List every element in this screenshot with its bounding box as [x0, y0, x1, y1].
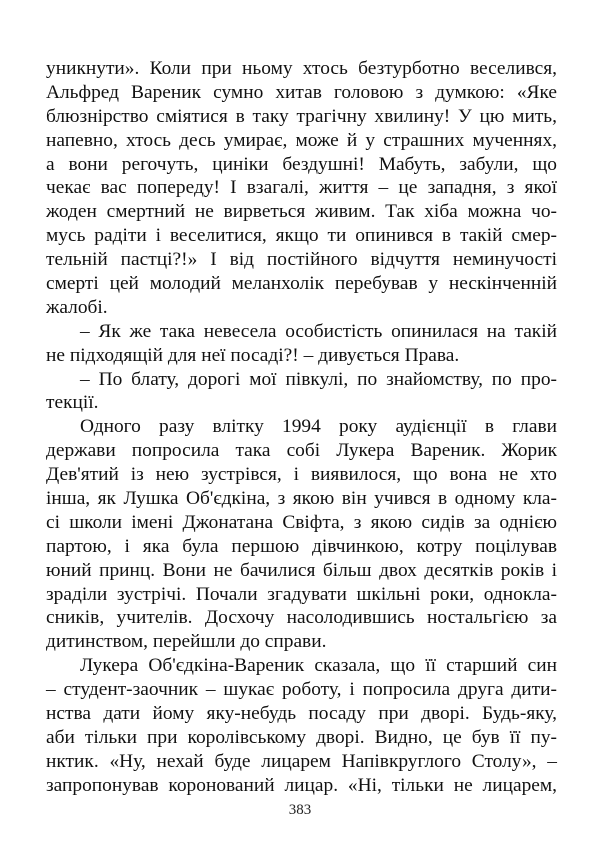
text-line: аби тільки при королівському дворі. Видно, це був її пу-	[46, 726, 557, 748]
text-line: Альфред Вареник сумно хитав головою з думкою: «Яке	[46, 81, 557, 103]
page-body	[46, 57, 557, 798]
text-line: Дев'ятий із нею зустрівся, і виявилося, що вона не хто	[46, 464, 557, 486]
text-line: запропонував коронований лицар. «Ні, тільки не лицарем,	[46, 774, 557, 796]
text-line: держави попросила така собі Лукера Вареник. Жорик	[46, 440, 557, 462]
text-line: не підходящій для неї посаді?! – дивується Права.	[46, 344, 460, 366]
text-line: а вони регочуть, циніки бездушні! Мабуть, забули, що	[46, 153, 557, 175]
text-line: Лукера Об'єдкіна-Вареник сказала, що її старший син	[80, 655, 557, 677]
text-line: уникнути». Коли при ньому хтось безтурботно веселився,	[46, 58, 557, 79]
text-line: зраділи зустрічі. Почали згадувати шкільні роки, однокла-	[46, 583, 557, 605]
text-line: сі школи імені Джонатана Свіфта, з якою сидів за однією	[46, 511, 557, 533]
text-line: дитинством, перейшли до справи.	[46, 631, 327, 653]
text-line: – По блату, дорогі мої півкулі, по знайомству, по про-	[80, 368, 557, 390]
text-line: блюзнірство сміятися в таку трагічну хвилину! У цю мить,	[46, 105, 557, 127]
text-line: – Як же така невесела особистість опинилася на такій	[80, 320, 557, 342]
text-line: текції.	[46, 392, 99, 414]
text-line: нства дати йому яку-небудь посаду при дворі. Будь-яку,	[46, 703, 557, 725]
text-line: партою, і яка була першою дівчинкою, котру поцілував	[46, 535, 557, 557]
text-line: напевно, хтось десь умирає, може й у страшних мученнях,	[46, 129, 557, 151]
text-line: тельній пастці?!» І від постійного відчуття неминучості	[46, 249, 557, 271]
text-line: інша, як Лушка Об'єдкіна, з якою він учився в одному кла-	[46, 488, 557, 510]
text-line: жоден смертний не вирветься живим. Так хіба можна чо-	[46, 201, 557, 223]
text-line: нктик. «Ну, нехай буде лицарем Напівкруглого Столу», –	[46, 750, 557, 772]
text-line: Одного разу влітку 1994 року аудієнції в глави	[80, 416, 557, 438]
text-line: жалобі.	[46, 296, 108, 318]
text-line: мусь радіти і веселитися, якщо ти опинився в такій смер-	[46, 225, 557, 247]
page-number: 383	[288, 802, 312, 818]
text-line: смерті цей молодий меланхолік перебував у нескінченній	[46, 273, 557, 295]
text-line: – студент-заочник – шукає роботу, і попросила друга дити-	[46, 679, 557, 701]
text-line: чекає вас попереду! І взагалі, життя – це западня, з якої	[46, 177, 557, 199]
text-line: сників, учителів. Досхочу насолодившись ностальгією за	[46, 607, 557, 629]
text-line: юний принц. Вони не бачилися більш двох десятків років і	[46, 559, 557, 581]
